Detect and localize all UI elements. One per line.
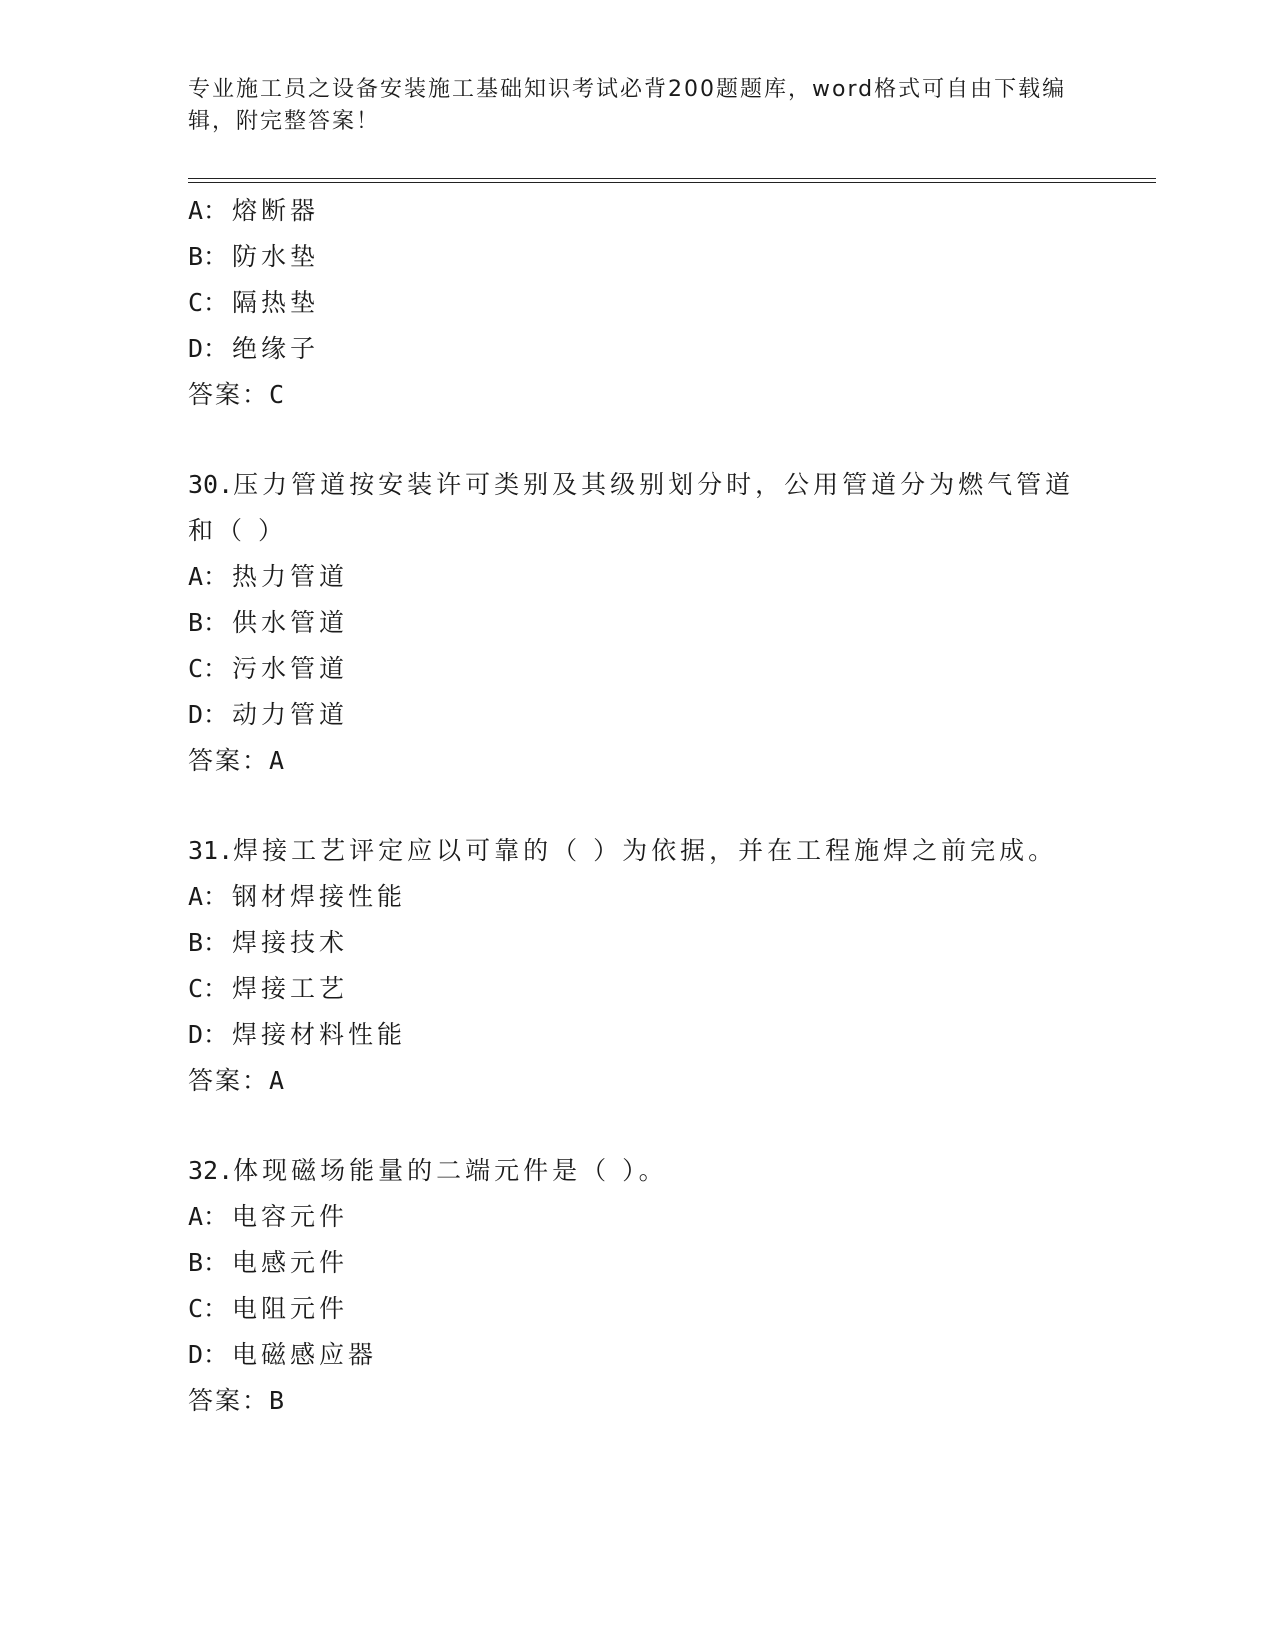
- option-d: [188, 692, 1088, 738]
- option-text: 绝缘子: [232, 334, 320, 363]
- question-29-continued: [188, 188, 1088, 418]
- option-c: [188, 646, 1088, 692]
- header-divider-bottom: [188, 182, 1156, 183]
- option-text: 钢材焊接性能: [232, 882, 407, 911]
- answer-value: C: [269, 380, 287, 409]
- option-text: 隔热垫: [232, 288, 320, 317]
- option-text: 焊接材料性能: [232, 1020, 407, 1049]
- answer-label: 答案：: [188, 1386, 270, 1415]
- option-c: [188, 1286, 1088, 1332]
- question-32: [188, 1148, 1088, 1424]
- option-d: [188, 326, 1088, 372]
- option-letter: C：: [188, 974, 229, 1003]
- option-a: [188, 1194, 1088, 1240]
- option-b: [188, 920, 1088, 966]
- question-stem: [188, 828, 1088, 874]
- option-letter: A：: [188, 882, 229, 911]
- option-b: [188, 1240, 1088, 1286]
- question-30: [188, 462, 1088, 784]
- option-letter: D：: [188, 1020, 229, 1049]
- option-letter: A：: [188, 562, 229, 591]
- question-stem-line1: 压力管道按安装许可类别及其级别划分时，公用管道分为燃气管道: [233, 470, 1075, 499]
- option-text: 电感元件: [232, 1248, 349, 1277]
- question-number: 30.: [188, 470, 234, 499]
- question-stem-line1: 体现磁场能量的二端元件是（ ）。: [233, 1156, 668, 1185]
- option-letter: C：: [188, 654, 229, 683]
- option-text: 熔断器: [232, 196, 320, 225]
- option-text: 电阻元件: [232, 1294, 349, 1323]
- option-b: [188, 234, 1088, 280]
- option-text: 动力管道: [232, 700, 349, 729]
- option-letter: C：: [188, 1294, 229, 1323]
- question-31: [188, 828, 1088, 1104]
- option-d: [188, 1332, 1088, 1378]
- option-letter: C：: [188, 288, 229, 317]
- question-number: 31.: [188, 836, 234, 865]
- answer-line: [188, 1378, 1088, 1424]
- option-letter: B：: [188, 608, 229, 637]
- option-a: [188, 874, 1088, 920]
- question-stem: [188, 462, 1088, 508]
- option-text: 焊接技术: [232, 928, 349, 957]
- question-stem: [188, 1148, 1088, 1194]
- header-divider-top: [188, 178, 1156, 179]
- question-number: 32.: [188, 1156, 234, 1185]
- answer-label: 答案：: [188, 380, 270, 409]
- question-stem-line2: 和（ ）: [188, 516, 287, 545]
- option-a: [188, 554, 1088, 600]
- option-c: [188, 280, 1088, 326]
- answer-value: A: [269, 1066, 287, 1095]
- option-a: [188, 188, 1088, 234]
- option-text: 防水垫: [232, 242, 320, 271]
- option-letter: A：: [188, 196, 229, 225]
- option-letter: B：: [188, 928, 229, 957]
- answer-line: [188, 372, 1088, 418]
- option-text: 污水管道: [232, 654, 349, 683]
- option-c: [188, 966, 1088, 1012]
- option-letter: D：: [188, 334, 229, 363]
- answer-label: 答案：: [188, 746, 270, 775]
- option-letter: D：: [188, 700, 229, 729]
- answer-line: [188, 738, 1088, 784]
- option-text: 电磁感应器: [232, 1340, 378, 1369]
- option-text: 供水管道: [232, 608, 349, 637]
- option-letter: B：: [188, 1248, 229, 1277]
- option-b: [188, 600, 1088, 646]
- option-text: 焊接工艺: [232, 974, 349, 1003]
- option-letter: D：: [188, 1340, 229, 1369]
- document-intro: 专业施工员之设备安装施工基础知识考试必背200题题库，word格式可自由下载编辑，附完整答案！: [188, 77, 1067, 134]
- answer-label: 答案：: [188, 1066, 270, 1095]
- question-stem-line1: 焊接工艺评定应以可靠的（ ）为依据，并在工程施焊之前完成。: [233, 836, 1058, 865]
- answer-value: A: [269, 746, 287, 775]
- option-text: 热力管道: [232, 562, 349, 591]
- question-list: [188, 188, 1088, 1424]
- option-letter: B：: [188, 242, 229, 271]
- answer-value: B: [269, 1386, 287, 1415]
- option-text: 电容元件: [232, 1202, 349, 1231]
- option-letter: A：: [188, 1202, 229, 1231]
- answer-line: [188, 1058, 1088, 1104]
- option-d: [188, 1012, 1088, 1058]
